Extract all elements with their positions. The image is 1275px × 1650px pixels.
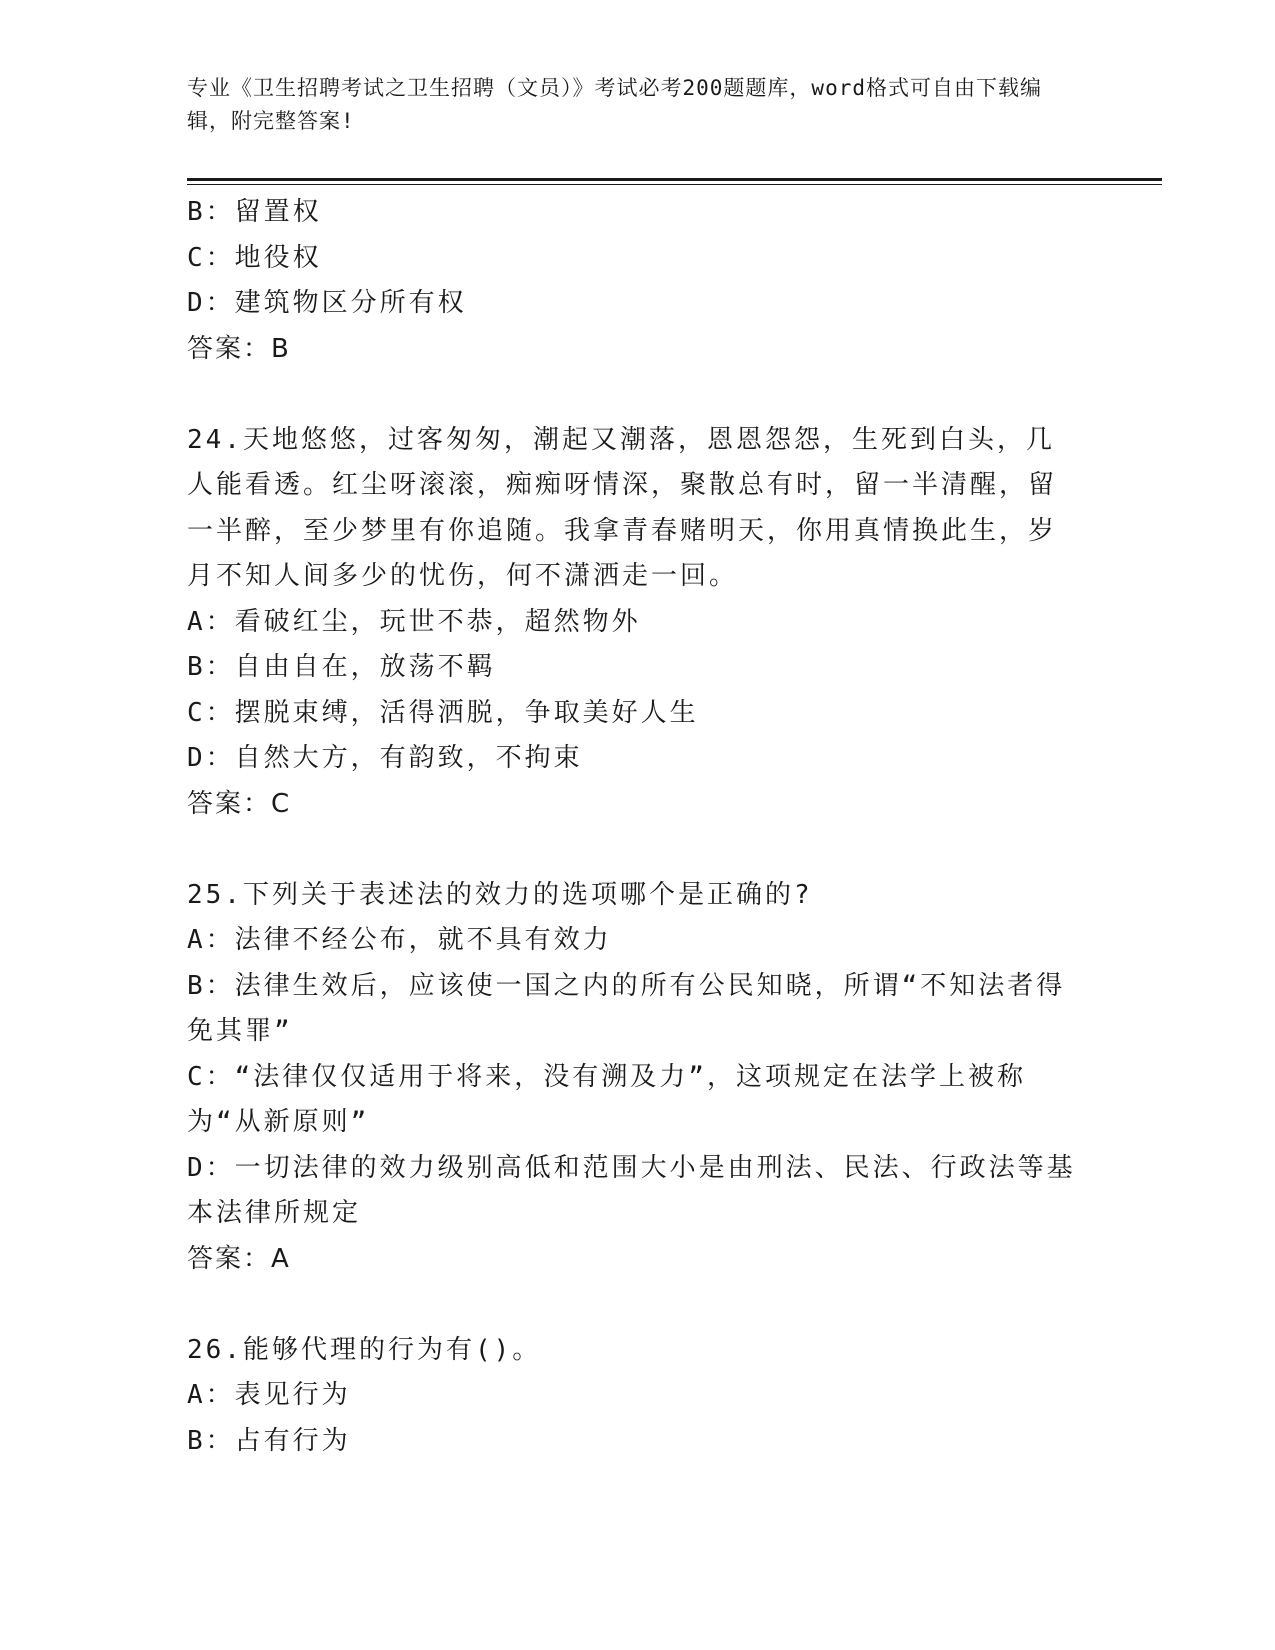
option-a: A：表见行为	[187, 1380, 351, 1410]
question-24	[187, 418, 1087, 828]
header-divider-thick	[187, 178, 1162, 181]
option-b: B：自由自在，放荡不羁	[187, 652, 496, 682]
answer: 答案：A	[187, 1243, 291, 1274]
option-d: D：自然大方，有韵致，不拘束	[187, 743, 583, 773]
option-c: C：“法律仅仅适用于将来，没有溯及力”，这项规定在法学上被称为“从新原则”	[187, 1061, 1026, 1137]
spacer	[187, 372, 1087, 418]
option-c: C：摆脱束缚，活得洒脱，争取美好人生	[187, 697, 699, 728]
answer: 答案：C	[187, 788, 292, 819]
option-c: C：地役权	[187, 242, 322, 273]
question-26	[187, 1328, 1087, 1465]
header-divider-thin	[187, 184, 1162, 185]
option-d: D：一切法律的效力级别高低和范围大小是由刑法、民法、行政法等基本法律所规定	[187, 1152, 1076, 1228]
question-stem: 25.下列关于表述法的效力的选项哪个是正确的?	[187, 879, 813, 910]
option-b: B：占有行为	[187, 1425, 351, 1456]
question-content	[187, 190, 1087, 1464]
option-b: B：留置权	[187, 197, 322, 227]
document-header: 专业《卫生招聘考试之卫生招聘（文员）》考试必考200题题库，word格式可自由下载编辑，附完整答案!	[187, 76, 1042, 133]
question-23-tail	[187, 190, 1087, 372]
option-a: A：看破红尘，玩世不恭，超然物外	[187, 606, 641, 637]
question-stem: 26.能够代理的行为有()。	[187, 1334, 542, 1365]
option-a: A：法律不经公布，就不具有效力	[187, 925, 612, 955]
question-25	[187, 873, 1087, 1283]
option-b: B：法律生效后，应该使一国之内的所有公民知晓，所谓“不知法者得免其罪”	[187, 970, 1066, 1046]
answer: 答案：B	[187, 333, 291, 364]
spacer	[187, 1282, 1087, 1328]
spacer	[187, 827, 1087, 873]
option-d: D：建筑物区分所有权	[187, 288, 467, 318]
question-stem: 24.天地悠悠，过客匆匆，潮起又潮落，恩恩怨怨，生死到白头，几人能看透。红尘呀滚滚，痴痴呀情深，聚散总有时，留一半清醒，留一半醉，至少梦里有你追随。我拿青春赌明天，你用真情换此生，岁月不知人间多少的忧伤，何不潇洒走一回。	[187, 424, 1058, 591]
